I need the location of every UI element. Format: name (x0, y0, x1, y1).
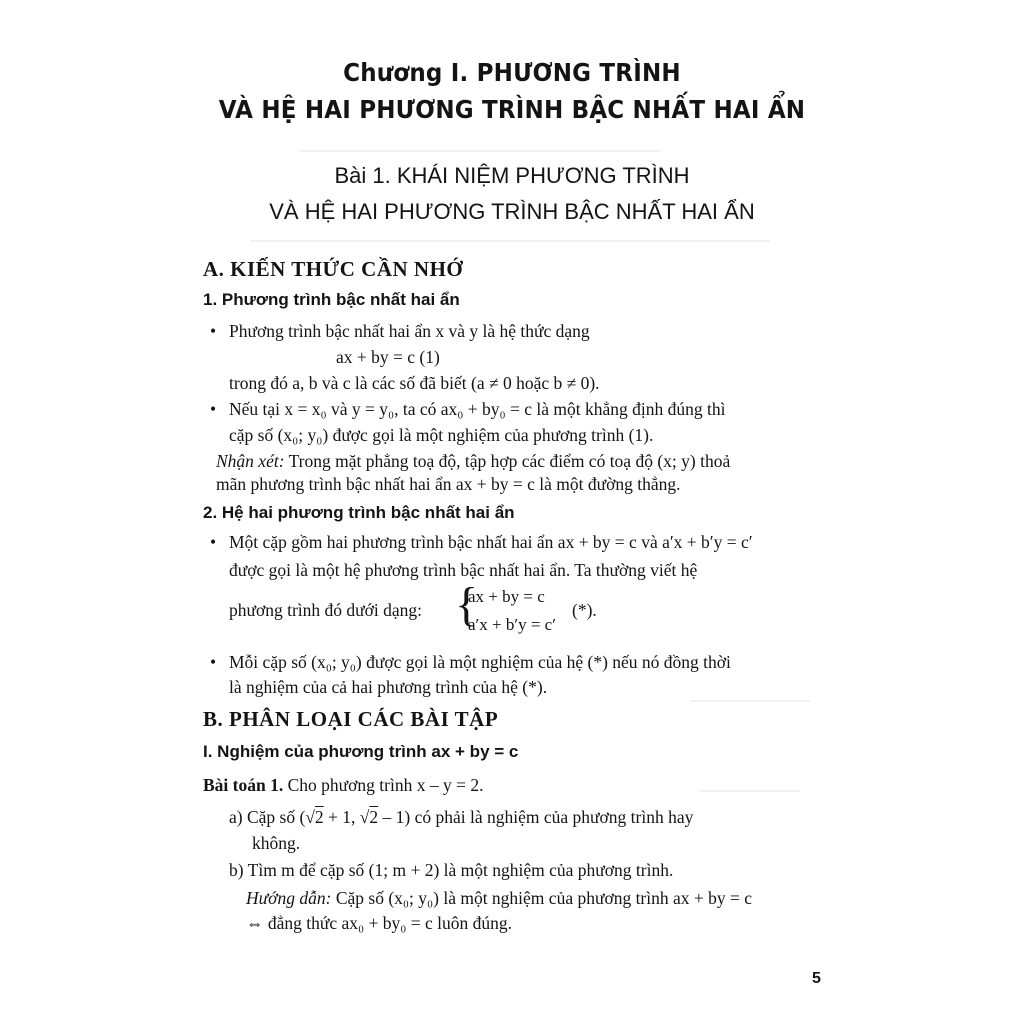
system-brace: { (455, 578, 479, 631)
sqrt-symbol-icon: √ (359, 807, 370, 827)
section-a-title: A. KIẾN THỨC CẦN NHỚ (203, 257, 464, 281)
bleed-through-line (690, 700, 810, 702)
lesson-title-line1: Bài 1. KHÁI NIỆM PHƯƠNG TRÌNH (334, 163, 690, 188)
text-line: Nếu tại x = x₀ và y = y₀, ta có ax₀ + by₀ = c là một khẳng định đúng thì (229, 399, 726, 419)
bleed-through-line (250, 240, 770, 242)
problem-part-a (229, 807, 693, 828)
text-line: mãn phương trình bậc nhất hai ẩn ax + by = c là một đường thẳng. (216, 474, 681, 494)
bullet-icon: • (210, 652, 217, 672)
problem-statement (203, 775, 483, 796)
text-line: ⇔ đẳng thức ax₀ + by₀ = c luôn đúng. (246, 913, 512, 933)
part-a-mid: + 1, (323, 807, 360, 827)
remark-line (216, 451, 730, 472)
sqrt-symbol-icon: √ (305, 807, 315, 827)
equation-1: ax + by = c (1) (336, 347, 440, 367)
subsection-1-title: 1. Phương trình bậc nhất hai ẩn (203, 290, 460, 309)
hint-label: Hướng dẫn: (246, 888, 332, 908)
problem-label: Bài toán 1. (203, 775, 284, 795)
problem-text: Cho phương trình x – y = 2. (283, 775, 484, 795)
part-a-prefix: a) Cặp số ( (229, 807, 306, 827)
text-line: là nghiệm của cả hai phương trình của hệ (*). (229, 677, 548, 697)
chapter-title-line1: Chương I. PHƯƠNG TRÌNH (343, 58, 681, 87)
section-b-title: B. PHÂN LOẠI CÁC BÀI TẬP (203, 707, 499, 731)
text-line: Một cặp gồm hai phương trình bậc nhất hai ẩn ax + by = c và a′x + b′y = c′ (229, 532, 753, 552)
system-equation-1: ax + by = c (468, 587, 545, 606)
system-equation-2: a′x + b′y = c′ (468, 615, 556, 634)
text-line: trong đó a, b và c là các số đã biết (a ≠ 0 hoặc b ≠ 0). (229, 373, 600, 393)
text-line: cặp số (x₀; y₀) được gọi là một nghiệm của phương trình (1). (229, 425, 654, 445)
subsection-2-title: 2. Hệ hai phương trình bậc nhất hai ẩn (203, 503, 515, 522)
problem-part-b: b) Tìm m để cặp số (1; m + 2) là một nghiệm của phương trình. (229, 860, 674, 880)
bleed-through-line (300, 150, 660, 152)
sqrt-radicand: 2 (369, 807, 379, 827)
text-line: Phương trình bậc nhất hai ẩn x và y là hệ thức dạng (229, 321, 590, 341)
text-line: Mỗi cặp số (x₀; y₀) được gọi là một nghiệm của hệ (*) nếu nó đồng thời (229, 652, 731, 672)
bleed-through-line (700, 790, 800, 792)
text-line: được gọi là một hệ phương trình bậc nhất hai ẩn. Ta thường viết hệ (229, 560, 698, 580)
part-a-suffix: – 1) có phải là nghiệm của phương trình hay (378, 807, 694, 827)
hint-text: Cặp số (x₀; y₀) là một nghiệm của phương trình ax + by = c (331, 888, 753, 908)
text-line: phương trình đó dưới dạng: (229, 600, 423, 620)
page-number: 5 (812, 970, 821, 987)
remark-label: Nhận xét: (216, 451, 285, 471)
remark-text: Trong mặt phẳng toạ độ, tập hợp các điểm có toạ độ (x; y) thoả (284, 451, 731, 471)
hint-line (246, 888, 752, 909)
system-tag: (*). (572, 600, 597, 620)
bullet-icon: • (210, 321, 217, 341)
text-line: không. (252, 833, 301, 853)
chapter-title-line2: VÀ HỆ HAI PHƯƠNG TRÌNH BẬC NHẤT HAI ẨN (218, 95, 806, 124)
bullet-icon: • (210, 532, 217, 552)
sqrt-radicand: 2 (314, 807, 324, 827)
subsection-b1-title: I. Nghiệm của phương trình ax + by = c (203, 742, 519, 761)
lesson-title-line2: VÀ HỆ HAI PHƯƠNG TRÌNH BẬC NHẤT HAI ẨN (269, 199, 755, 224)
bullet-icon: • (210, 399, 217, 419)
